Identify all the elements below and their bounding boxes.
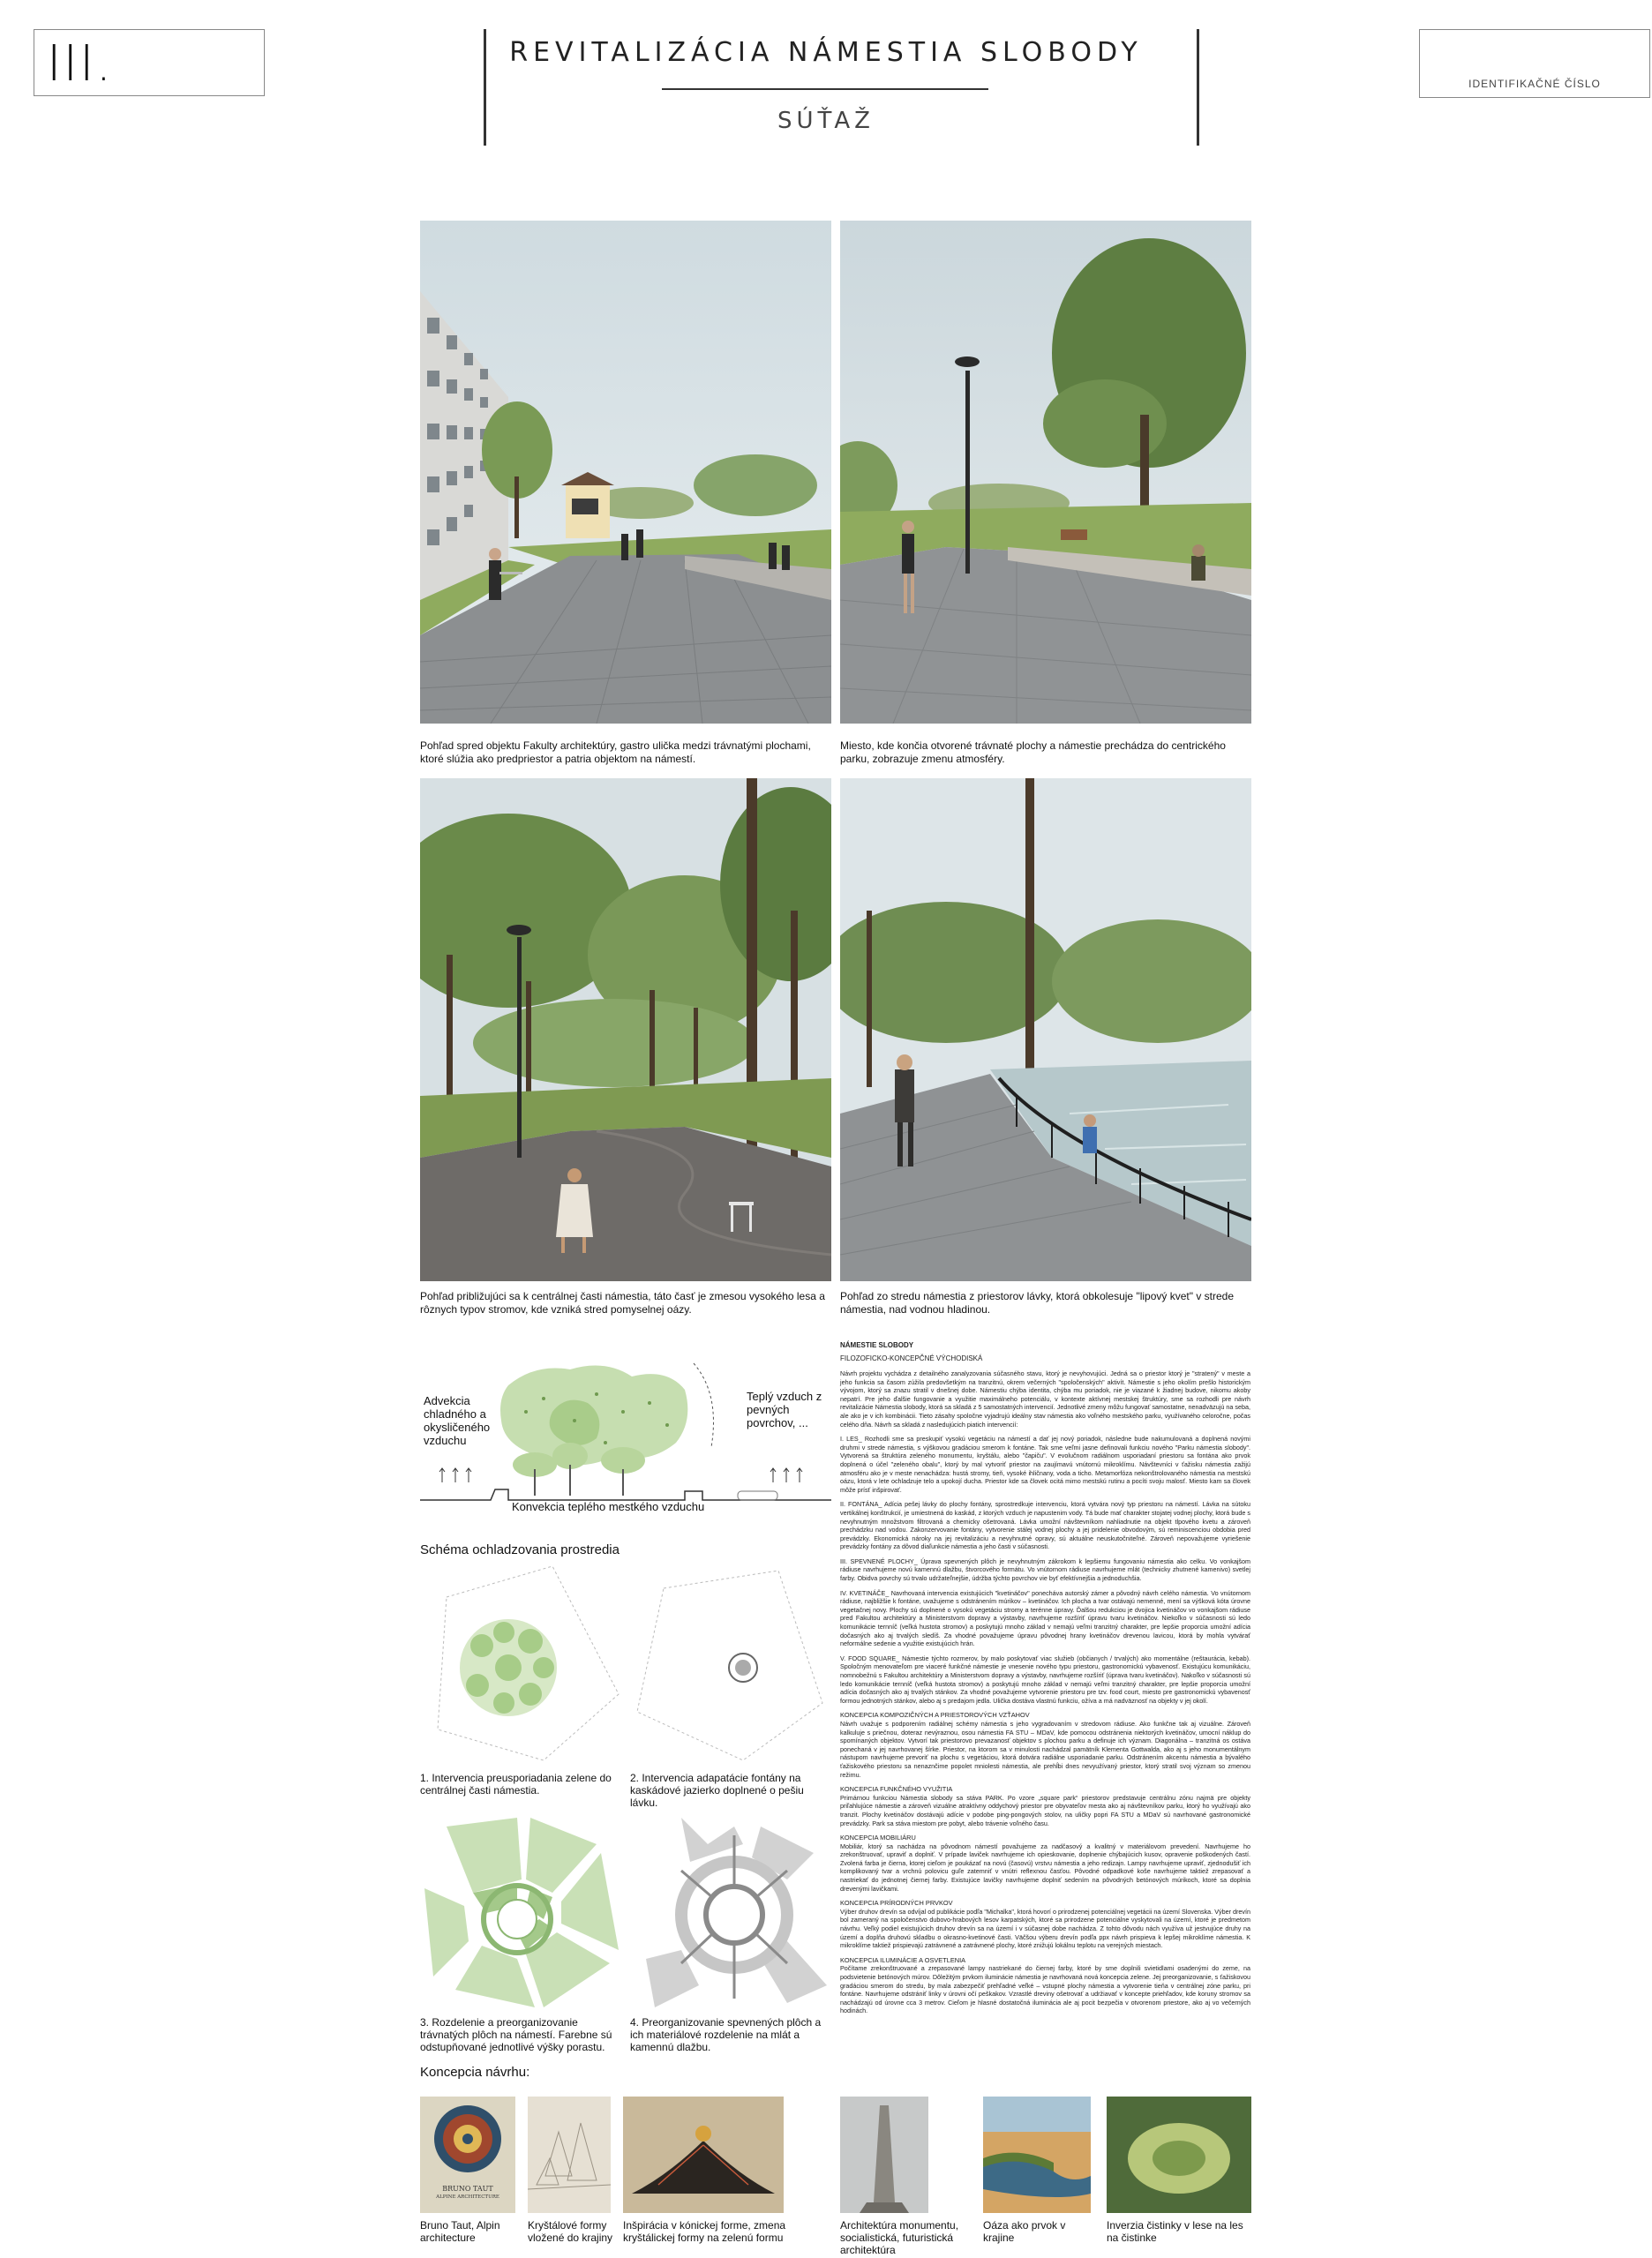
text-nature: Výber druhov drevín sa odvíjal od publikácie podľa "Michalka", ktorá hovorí o prirodzenej potenciálnej vegetácii na území Slovenska. Výber drevín bol zameraný na spoločenstvo dubovo-hrabových lesov karpatských, ktoré sa prirodzene potenciálne vyskytovali na území, ktoré je predmetom návrhu. Veľký podiel existujúcich druhov drevín sa na území i v súčasnej dobe nachádza. Z tohto dôvodu nách využíva už jestvujúce druhy na území a doplňa druhovú skladbu o okrasno-kvetinové časti. Väčšou výberu drevín podľa ppx návrh prispieva k lepšej mikroklíme námestia. K mikroklíme taktiež prispievajú zatrávnené a zatrávnené plochy, ktoré znižujú lokálnu teplotu na verejných miestach. (840, 1907, 1250, 1950)
text-lighting: Počítame zrekonštruované a zrepasované lampy nastriekané do čiernej farby, ktoré by sme doplnili svietidlami osadenými do zeme, na podsvietenie betónových múrov. Dôležitým prvkom iluminácie námestia je navrhovaná nová koncepcia zelene. Jej preorganizovanie, s ťažiskovou gradáciou smerom do stredu, by mala zabezpečiť prehľadné veľké – vstupné plochy námestia a vytvorenie tieňa v centrálnej zóne parku, pri fontáne. Navrhujeme odstrániť linky v úrovni očí peškakov. Vzrastlé dreviny ošetrovať a udržiavať v koncepte priehľadov, kde koruny stromov sa nachádzajú od úrovne cca 3 metrov. Cieľom je hlasné dostatočná iluminácia ale aj pocit bezpečia v otvorenom priestore, ako aj vo večerných hodinách. (840, 1964, 1250, 2015)
book-title-line2: ALPINE ARCHITECTURE (436, 2194, 499, 2200)
concept-image-bruno-taut (420, 2097, 515, 2213)
text-function: Primárnou funkciou Námestia slobody sa stáva PARK. Po vzore „square park“ priestorov predstavuje centrálnu zónu najmä pre objekty priľahlujúce námestie a zároveň vizuálne atraktívny oddychový priestor pre obyvateľov mesta ako aj návštevníkov parku, ktorý ho využívajú ako tranzit. Plochy kvetináčov dostávajú adície v podobe ping-pongových stolov, na uličky popri FA STU a MDaV sú navrhované gastronomické prevádzky. Park sa stáva miestom pre pobyt, alebo trávenie voľného času. (840, 1793, 1250, 1827)
render-central-forest (420, 778, 831, 1281)
text-composition: Návrh uvažuje s podporením radiálnej schémy námestia s jeho vygradovaním v stredovom rádiuse. Ako funkčne tak aj vizuálne. Zároveň kalkuluje s priečnou, doteraz nevýraznou, osou námestia FA STU – MDaV, kde pomocou odstránenia niektorých kvetináčov, umocní náklup do spomínaných objektov. Vytvorí tak priestorovo prevazanosť objektov s plochou parku a definuje ich význam. Diagonálna – tranzitná os ostáva ponechaná v jej navrhovanej šírke. Priestor, na ktorom sa v minulosti nachádzal pamätník Klementa Gottwalda, ako aj s jeho monumentálnym nástupom navrhujeme prevoriť na plochu s vegetáciou, ktorá dotvára radiálne usporiadanie parku. Odstránením akcentu námestia a bývalého ťažiskového priestoru sa nenaznčime popolet mniolesti námestia, ale prehĺbi dnes nevyužívaný priestor, ktorý stratil svoj význam so zmenou režimu. (840, 1719, 1250, 1779)
page-title: REVITALIZÁCIA NÁMESTIA SLOBODY (509, 37, 1143, 68)
concept-4-caption: Architektúra monumentu, socialistická, futuristická architektúra (840, 2219, 959, 2256)
intervention-4-caption: 4. Preorganizovanie spevnených plôch a ich materiálové rozdelenie na mlát a kamennú dlažbu. (630, 2016, 822, 2053)
concept-image-oasis (983, 2097, 1091, 2213)
concept-image-monument (840, 2097, 928, 2213)
concept-1-caption: Bruno Taut, Alpin architecture (420, 2219, 500, 2244)
concept-6-caption: Inverzia čistinky v lese na les na čistinke (1107, 2219, 1243, 2244)
concept-image-crystal-forms (528, 2097, 611, 2213)
cooling-right-label: Teplý vzduch z pevných povrchov, ... (747, 1390, 822, 1429)
text-nature-heading: KONCEPCIA PRÍRODNÝCH PRVKOV (840, 1899, 953, 1908)
section-number: III. (47, 35, 114, 93)
intervention-1-caption: 1. Intervencia preusporiadania zelene do centrálnej časti námestia. (420, 1772, 612, 1797)
cooling-schema-title: Schéma ochladzovania prostredia (420, 1542, 620, 1557)
cooling-bottom-label: Konvekcia teplého mestkého vzduchu (512, 1500, 705, 1513)
render-1-caption: Pohľad spred objektu Fakulty architektúry, gastro ulička medzi trávnatými plochami, ktoré slúžia ako predpriestor a patria objektom na námestí. (420, 739, 811, 765)
concept-2-caption: Kryštálové formy vložené do krajiny (528, 2219, 613, 2244)
render-3-caption: Pohľad približujúci sa k centrálnej časti námestia, táto časť je zmesou vysokého lesa a rôznych typov stromov, kde vzniká stred pomyselnej oázy. (420, 1290, 825, 1316)
section-number-box (34, 29, 265, 96)
text-furniture-heading: KONCEPCIA MOBILIÁRU (840, 1834, 916, 1842)
header-divider-left (484, 29, 486, 146)
header-divider-right (1197, 29, 1199, 146)
concept-image-forest-clearing (1107, 2097, 1251, 2213)
text-intervention-food-square: V. FOOD SQUARE_ Námestie týchto rozmerov, by malo poskytovať viac služieb (občianych / trvalých) ako momentálne (reštaurácia, kebab). Spoločným menovateľom pre viaceré funkčné námestie je vnesenie nového typu priestoru, gastronomickú vybavenosť. Existujúcu komunikáciu, nomnobežnú s Fakultou architektúry a Ministerstvom dopravy a výstavby, navrhujeme rozšíriť (úprava tvaru kvetináčov). Nakoľko v súčasnosti sú ledo komunikácie ternníč (veľká hustota stromov) a poskytujú mnoho základ v nemajú veľmi tranzitný charakter, pre lepšie proporcia umožní adícia dočasných ako aj trvalých stánkov. Za vhodné považujeme vytvorenie priestoru pre tzv. food court, miesto pre gastronomickú vybavenosť formou jednotných stánkov, alebo aj s predajom jedla. Ulička dostáva vlastnú funkciu, ožíva a má nadväznosť na objekty v jej okolí. (840, 1654, 1250, 1705)
text-composition-heading: KONCEPCIA KOMPOZIČNÝCH A PRIESTOROVÝCH VZŤAHOV (840, 1711, 1030, 1720)
intervention-1-diagram (420, 1562, 623, 1765)
text-lighting-heading: KONCEPCIA ILUMINÁCIE A OSVETLENIA (840, 1955, 966, 1964)
text-intervention-planters: IV. KVETINÁČE_ Navrhovaná intervencia existujúcich "kvetináčov" ponecháva autorský zámer a pôvodný návrh celého námestia. Vo vnútornom rádiuse, najbližšie k fontáne, uvažujeme s odstránením múrikov – kvetináčov. Ich plocha a tvar ostávajú nemenné, mení sa výšková kóta úrovne vegetačnej novy. Plochy sú doplnené o vysokú vegetáciu stromy a terénne úpravy. Ďalšou redukciou je dvojica kvetináčov vo vonkajšom rádiuse pred Fakultou architektúry a Ministerstvom dopravy a výstavby, navrhujeme rozšíriť úpravu tvaru kvetináčov. Niekoľko v súčasnosti sú ledo komunikácie ternníč (veľká hustota stromov) a poskytujú mnoho základ v nemajú veľmi tranzitný charakter, pre lepšie proporcia umožní adícia dočasných ako aj trvalých sledíš. Za vhodné považujeme úpravu pôvodnej hrany kvetináčov drevenou lavicou, ktorá by mohla vytvárať neformálne sedenie a využitie existujúcich hrán. (840, 1588, 1250, 1648)
title-underline (662, 88, 988, 90)
concept-3-caption: Inšpirácia v kónickej forme, zmena kryštálickej formy na zelenú formu (623, 2219, 786, 2244)
text-function-heading: KONCEPCIA FUNKČNÉHO VYUŽITIA (840, 1785, 953, 1794)
concept-title: Koncepcia návrhu: (420, 2065, 530, 2080)
intervention-2-diagram (628, 1562, 831, 1765)
identification-number-box (1419, 29, 1650, 98)
page-subtitle: SÚŤAŽ (777, 108, 875, 134)
text-intervention-fountain: II. FONTÁNA_ Adícia pešej lávky do plochy fontány, sprostredkuje intervenciu, ktorá vytvára nový typ priestoru na námestí. Lávka na sútoku vertikálnej konštrukcií, je umiestnená do kaskád, z ktorých vzduch je napustenim vody. Tá bude mať charakter stojatej vodnej plochy, ktorá bude s nevyhnutným množstvom filtrovaná a chemicky ošetrovaná. Lávka umožní návštevníkom nahliadnutie na objekt tlpového kvetu a zároveň prechádzku nad vodou. Zakonzervovanie fontány, vytvorenie stálej vodnej plochy a jej pridelenie obvodovým, sú reminiscenciou obdobia pred prevádzky. Ekonomická nároky na jej revitalizáciu a nevyhnutné opravy, sú aktuálne neuskutočniteľné. Zároveň nepovažujeme vyriešenie prevádzky fontány za dôvod diaľunkcie námestia a jeho časti v súčasnosti. (840, 1500, 1250, 1551)
project-description (840, 1341, 1250, 2022)
book-title-line1: BRUNO TAUT (442, 2185, 493, 2193)
intervention-3-caption: 3. Rozdelenie a preorganizovanie trávnatých plôch na námestí. Farebne sú odstupňované jednotlivé výšky porastu. (420, 2016, 612, 2053)
render-2-caption: Miesto, kde končia otvorené trávnaté plochy a námestie prechádza do centrického parku, zobrazuje zmenu atmosféry. (840, 739, 1226, 765)
concept-image-conical-form (623, 2097, 784, 2213)
id-label: IDENTIFIKAČNÉ ČÍSLO (1468, 78, 1601, 90)
intervention-4-diagram (628, 1809, 831, 2012)
text-subheading: FILOZOFICKO-KONCEPČNÉ VÝCHODISKÁ (840, 1354, 983, 1362)
render-4-caption: Pohľad zo stredu námestia z priestorov lávky, ktorá obkolesuje "lipový kvet" v strede námestia, nad vodnou hladinou. (840, 1290, 1235, 1316)
cooling-left-label: Advekcia chladného a okysličeného vzduchu (424, 1394, 491, 1447)
render-park-transition (840, 221, 1251, 724)
text-intervention-forest: I. LES_ Rozhodli sme sa preskupiť vysokú vegetáciu na námestí a dať jej nový poriadok, následne bude nakumulovaná a doplnená novými druhmi v strede námestia, s výškovou gradáciou smerom k fontáne. Tak sme veľmi jasne definovali funkciu nového "Parku námestia slobody". Vytvorená sa štruktúra zeleného monumentu, kryštálu, alebo "čapiču". V evolučnom radiálnom usporiadaní priestoru sa fontána ako prvok doplnená o účel "zeleného obalu", ktorý by mal vytvoriť priestor na zaujímavú vnútornú mikroklímu. Návštevníci v ťažisku námestia zažijú atmosféru ako je v meste nenachádza: hustá stromy, tieň, vysoké ihličnany, voda a ticho. Metamorfóza nekonštrolovaného námestia na mestskú oázu, ktorá v lete ochladzuje telo a upokojí ducha. Priestor kde sa človek ocitá mimo mestskú rutinu a pocíti svoju malosť. Miesto kam sa človek môže prísť inšpirovať. (840, 1435, 1250, 1494)
concept-5-caption: Oáza ako prvok v krajine (983, 2219, 1066, 2244)
text-furniture: Mobiliár, ktorý sa nachádza na pôvodnom námestí považujeme za nadčasový a kvalitný v materiálovom prevedení. Navrhujeme ho zrekonštruovať, upraviť a doplniť. V prípade laviček navrhujeme ich opieskovanie, doplnenie chýbajúcich kusov, opravenie poškodených častí. Zvolená farba je čierna, ktorej cieľom je poukázať na novú (časovú) vrstvu námestia a jeho redizajn. Lampy navrhujeme upraviť, zjednodušiť ich komplikovaný tvar a vrchnú polovicu guľe zatemniť v vnútri reflexnou časťou. Pôvodné odpadkové koše navrhujeme taktiež zrepasovať a nastriekať do jednotnej čiernej farby. Existujúce lavičky navrhujeme doplniť sedením na pôvodných betónových múrikoch, ktoré sa doplnia drevenými lavičkami. (840, 1842, 1250, 1893)
intervention-3-diagram (420, 1809, 623, 2012)
text-heading: NÁMESTIE SLOBODY (840, 1341, 914, 1349)
render-faculty-gastro-street (420, 221, 831, 724)
text-intro: Návrh projektu vychádza z detailného zanalyzovania súčasného stavu, ktorý je nevyhovujúci. Jedná sa o priestor ktorý je "stratený" v meste a jeho funkcia sa časom zúžila predovšetkým na tranzitnú, okrem večerných "spoločenských" aktivít. Námestie s jeho okolím prešlo historickým vývojom, ktorý sa znazu stratil v dnešnej dobe. Námestiu chýba identita, chýba mu poriadok, nie je viazané k žiadnej budove, nikomu akoby nepatrí. Pre jeho ďalšie fungovanie a využitie maximálneho potenciálu, v kontexte aktívnej mestskej štruktúry, sme sa rozhodli pre návrh revitalizácie Námestia slobody, ktorá sa skladá z 5 samostatných intervencií. Jednotlivé zmeny môžu fungovať samostatne, nenadväzujú na seba, ale ako je v ich kombinácii. Tieto zásahy spoločne vyjadrujú ideálny stav námestia ako voľného mestského parku, využívaného celoročne, počas celého dňa. Návrh sa skladá z nasledujúcich piatich intervencií: (840, 1369, 1250, 1429)
intervention-2-caption: 2. Intervencia adapatácie fontány na kaskádové jazierko doplnené o pešiu lávku. (630, 1772, 804, 1809)
text-intervention-paving: III. SPEVNENÉ PLOCHY_ Úprava spevnených plôch je nevyhnutným zákrokom k lepšiemu fungovaniu námestia ako celku. Vo vonkajšom rádiuse navrhujeme novú kamennú dlažbu, štvorcového formátu. Vo vnútornom rádiuse navrhujeme mlát (technicky zhutnené kamenivo) svetlej farby. Obidva povrchy sú trvalo udržateľnejšie, údržba týchto povrchov vie byť efektívnejšia a jednoduchšia. (840, 1557, 1250, 1583)
render-footbridge-water (840, 778, 1251, 1281)
